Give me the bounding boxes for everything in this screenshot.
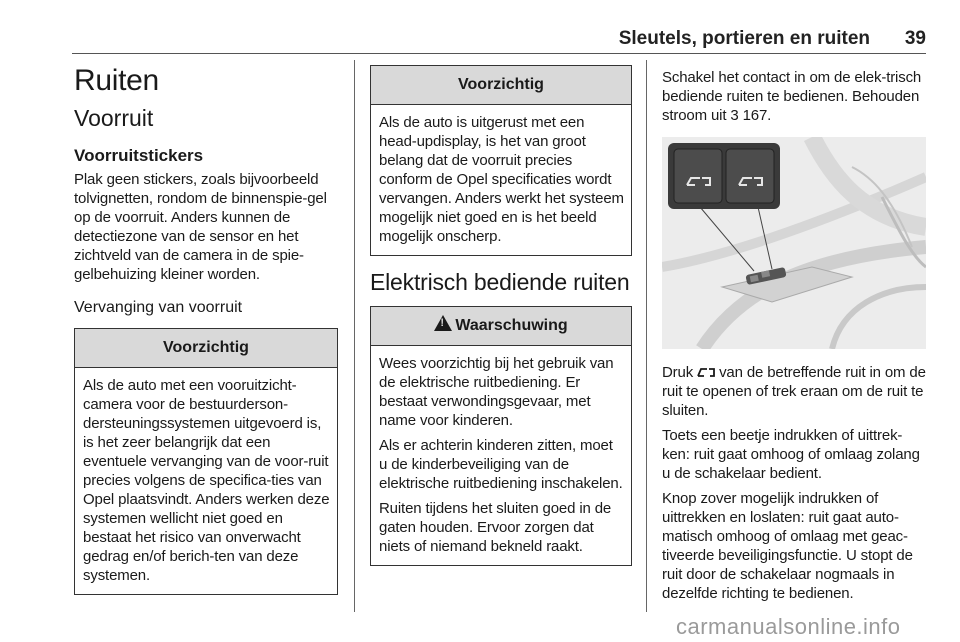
column-2 <box>370 60 632 566</box>
paragraph-press-switch: Druk van de betreffende ruit in om de ruit te openen of trek eraan om de ruit te sluiten. <box>662 364 926 419</box>
window-switch-icon <box>696 366 716 378</box>
warning-heading: Waarschuwing <box>455 317 568 334</box>
warning-box <box>370 306 632 566</box>
paragraph-ignition: Schakel het contact in om de elek-trisch bediende ruiten te bedienen. Behouden stroom uit 3 167. <box>662 69 922 124</box>
header-title: Sleutels, portieren en ruiten <box>618 28 870 49</box>
warning-text-2: Als er achterin kinderen zitten, moet u de kinderbeveiliging van de elektrische ruitbediening inschakelen. <box>379 437 623 492</box>
subsection-title: Voorruit <box>74 105 154 131</box>
subsection-title-power-windows: Elektrisch bediende ruiten <box>370 269 630 295</box>
warning-header <box>371 307 631 346</box>
warning-triangle-icon <box>434 315 452 331</box>
caution-heading: Voorzichtig <box>371 66 631 105</box>
section-title: Ruiten <box>74 64 159 97</box>
warning-text-1: Wees voorzichtig bij het gebruik van de elektrische ruitbediening. Er bestaat verwondingsgevaar, met name voor kinderen. <box>379 355 614 429</box>
column-divider-2 <box>646 60 647 612</box>
caution-box-hud <box>370 65 632 256</box>
watermark: carmanualsonline.info <box>676 614 901 639</box>
page-reference-arrow-icon: 3 <box>730 107 739 124</box>
topic-heading-stickers: Voorruitstickers <box>74 146 204 165</box>
window-switch-illustration <box>662 137 926 349</box>
page-number: 39 <box>904 28 926 49</box>
paragraph-toggle: Toets een beetje indrukken of uittrek-ken: ruit gaat omhoog of omlaag zolang u de schakelaar bedient. <box>662 427 920 482</box>
door-panel-drawing <box>662 137 926 349</box>
column-1 <box>74 60 338 595</box>
header-rule <box>72 53 926 54</box>
column-divider-1 <box>354 60 355 612</box>
paragraph-auto: Knop zover mogelijk indrukken of uittrekken en loslaten: ruit gaat auto-matisch omhoog of omlaag met geac-tiveerde beveiligingsfunctie. U stopt de ruit door de schakelaar nogmaals in dezelfde richting te bedienen. <box>662 490 913 602</box>
caution-box-windscreen <box>74 328 338 595</box>
paragraph-stickers: Plak geen stickers, zoals bijvoorbeeld tolvignetten, rondom de binnenspie-gel op de voorruit. Anders kunnen de detectiezone van de sensor en het zichtveld van de camera in de spie-gelbehuizing kleiner worden. <box>74 171 327 283</box>
caution-text: Als de auto met een vooruitzicht-camera voor de bestuurderson-dersteuningssystemen uitgevoerd is, is het zeer belangrijk dat een eventuele vervanging van de voor-ruit precies volgens de specifica-ties van Opel plaatsvindt. Anders werken deze systemen wellicht niet goed en bestaat het risico van onverwacht gedrag en/of berich-ten van deze systemen. <box>83 377 330 584</box>
warning-text-3: Ruiten tijdens het sluiten goed in de gaten houden. Ervoor zorgen dat niets of niemand bekneld raakt. <box>379 500 612 555</box>
column-3 <box>662 60 926 603</box>
caution-heading: Voorzichtig <box>75 329 337 368</box>
topic-heading-replacement: Vervanging van voorruit <box>74 299 243 316</box>
caution-text: Als de auto is uitgerust met een head-updisplay, is het van groot belang dat de voorruit precies conform de Opel specificaties wordt vervangen. Anders werkt het systeem mogelijk niet goed en is het beeld mogelijk onscherp. <box>379 114 624 245</box>
